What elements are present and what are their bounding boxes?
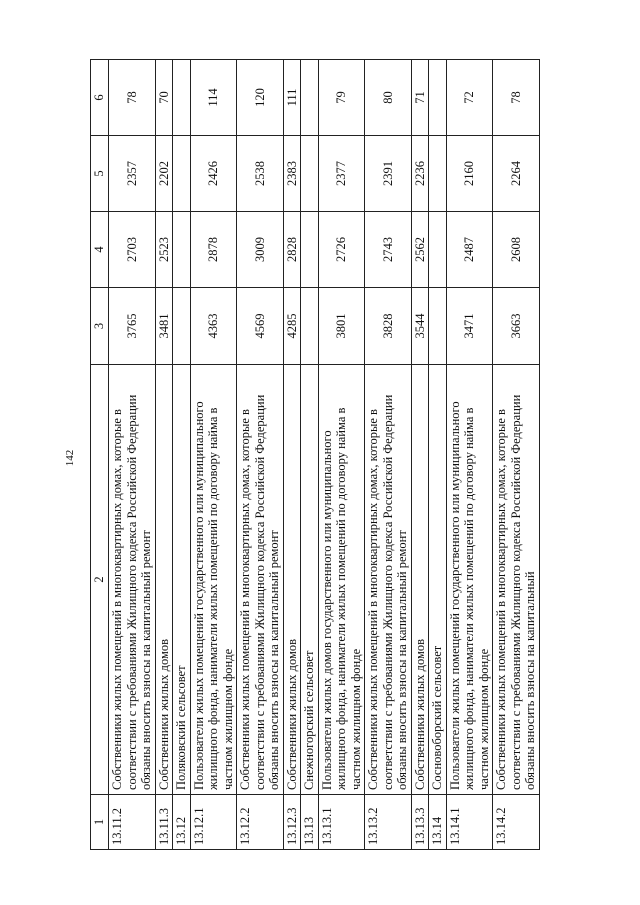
- row-code: 13.14.2: [493, 795, 540, 850]
- table-row: [190, 60, 237, 850]
- header-cell-1: 1: [91, 795, 109, 850]
- row-value-col3: 3471: [446, 288, 493, 365]
- row-code: 13.12.3: [283, 795, 301, 850]
- header-cell-5: 5: [91, 136, 109, 212]
- row-code: 13.14: [429, 795, 447, 850]
- row-value-col5: 2357: [109, 136, 156, 212]
- row-value-col6: 120: [237, 60, 284, 136]
- row-value-col6: [429, 60, 447, 136]
- row-label: Собственники жилых домов: [283, 365, 301, 795]
- row-label: Сосновоборский сельсовет: [429, 365, 447, 795]
- row-label: Поляковский сельсовет: [173, 365, 191, 795]
- table-row: [365, 60, 412, 850]
- row-value-col3: 4363: [190, 288, 237, 365]
- row-value-col5: [429, 136, 447, 212]
- row-value-col6: [301, 60, 319, 136]
- row-value-col6: 70: [155, 60, 173, 136]
- row-label: Собственники жилых домов: [411, 365, 429, 795]
- row-value-col5: [301, 136, 319, 212]
- row-value-col3: 3663: [493, 288, 540, 365]
- row-code: 13.12.2: [237, 795, 284, 850]
- row-value-col4: 2608: [493, 212, 540, 288]
- table-row: [109, 60, 156, 850]
- row-value-col4: 2562: [411, 212, 429, 288]
- table-row: [155, 60, 173, 850]
- row-label: Собственники жилых помещений в многоквартирных домах, которые в соответствии с требованиями Жилищного кодекса Российской Федерации обязаны вносить взносы на капитальный ремонт: [365, 365, 412, 795]
- row-value-col6: 80: [365, 60, 412, 136]
- row-value-col5: 2377: [318, 136, 365, 212]
- header-cell-6: 6: [91, 60, 109, 136]
- row-value-col3: 3801: [318, 288, 365, 365]
- table-row: [237, 60, 284, 850]
- header-cell-4: 4: [91, 212, 109, 288]
- row-code: 13.11.2: [109, 795, 156, 850]
- row-value-col6: 78: [493, 60, 540, 136]
- table-row: [173, 60, 191, 850]
- row-value-col5: 2391: [365, 136, 412, 212]
- row-value-col5: [173, 136, 191, 212]
- table-row: [283, 60, 301, 850]
- row-label: Пользователи жилых помещений государственного или муниципального жилищного фонда, наниматели жилых помещений по договору найма в частном жилищном фонде: [190, 365, 237, 795]
- table-row: [429, 60, 447, 850]
- row-value-col4: 3009: [237, 212, 284, 288]
- row-value-col4: 2726: [318, 212, 365, 288]
- row-code: 13.13.3: [411, 795, 429, 850]
- row-value-col5: 2160: [446, 136, 493, 212]
- row-value-col4: [173, 212, 191, 288]
- row-label: Собственники жилых помещений в многоквартирных домах, которые в соответствии с требованиями Жилищного кодекса Российской Федерации обязаны вносить взносы на капитальный: [493, 365, 540, 795]
- rotated-page: [90, 60, 605, 850]
- row-label: Собственники жилых помещений в многоквартирных домах, которые в соответствии с требованиями Жилищного кодекса Российской Федерации обязаны вносить взносы на капитальный ремонт: [109, 365, 156, 795]
- row-value-col4: 2743: [365, 212, 412, 288]
- row-value-col3: 4285: [283, 288, 301, 365]
- row-value-col6: 111: [283, 60, 301, 136]
- header-cell-2: 2: [91, 365, 109, 795]
- row-value-col4: 2487: [446, 212, 493, 288]
- row-label: Пользователи жилых домов государственного или муниципального жилищного фонда, наниматели жилых помещений по договору найма в частном жилищном фонде: [318, 365, 365, 795]
- row-value-col3: 3481: [155, 288, 173, 365]
- row-value-col4: [429, 212, 447, 288]
- header-cell-3: 3: [91, 288, 109, 365]
- row-code: 13.13.1: [318, 795, 365, 850]
- row-value-col3: 4569: [237, 288, 284, 365]
- row-value-col3: 3765: [109, 288, 156, 365]
- row-label: Собственники жилых домов: [155, 365, 173, 795]
- row-code: 13.14.1: [446, 795, 493, 850]
- table-body: [109, 60, 540, 850]
- page-number: 142: [64, 449, 76, 467]
- row-value-col3: [429, 288, 447, 365]
- header-row: [91, 60, 109, 850]
- row-value-col3: 3828: [365, 288, 412, 365]
- row-value-col4: [301, 212, 319, 288]
- table-row: [493, 60, 540, 850]
- row-value-col3: 3544: [411, 288, 429, 365]
- row-code: 13.12.1: [190, 795, 237, 850]
- row-label: Пользователи жилых помещений государственного или муниципального жилищного фонда, наниматели жилых помещений по договору найма в частном жилищном фонде: [446, 365, 493, 795]
- row-code: 13.13: [301, 795, 319, 850]
- row-value-col4: 2703: [109, 212, 156, 288]
- row-code: 13.12: [173, 795, 191, 850]
- row-label: Снежногорский сельсовет: [301, 365, 319, 795]
- row-value-col5: 2202: [155, 136, 173, 212]
- row-value-col6: 72: [446, 60, 493, 136]
- row-value-col3: [173, 288, 191, 365]
- row-value-col4: 2828: [283, 212, 301, 288]
- row-value-col5: 2236: [411, 136, 429, 212]
- row-value-col5: 2383: [283, 136, 301, 212]
- row-value-col5: 2426: [190, 136, 237, 212]
- row-value-col4: 2523: [155, 212, 173, 288]
- row-value-col6: 71: [411, 60, 429, 136]
- row-value-col6: 79: [318, 60, 365, 136]
- table-row: [411, 60, 429, 850]
- row-value-col6: 78: [109, 60, 156, 136]
- tariff-table: [90, 59, 540, 850]
- table-row: [446, 60, 493, 850]
- row-label: Собственники жилых помещений в многоквартирных домах, которые в соответствии с требованиями Жилищного кодекса Российской Федерации обязаны вносить взносы на капитальный ремонт: [237, 365, 284, 795]
- table-row: [301, 60, 319, 850]
- row-value-col6: [173, 60, 191, 136]
- row-value-col5: 2264: [493, 136, 540, 212]
- row-value-col3: [301, 288, 319, 365]
- table-row: [318, 60, 365, 850]
- row-code: 13.13.2: [365, 795, 412, 850]
- row-value-col5: 2538: [237, 136, 284, 212]
- row-value-col4: 2878: [190, 212, 237, 288]
- row-value-col6: 114: [190, 60, 237, 136]
- row-code: 13.11.3: [155, 795, 173, 850]
